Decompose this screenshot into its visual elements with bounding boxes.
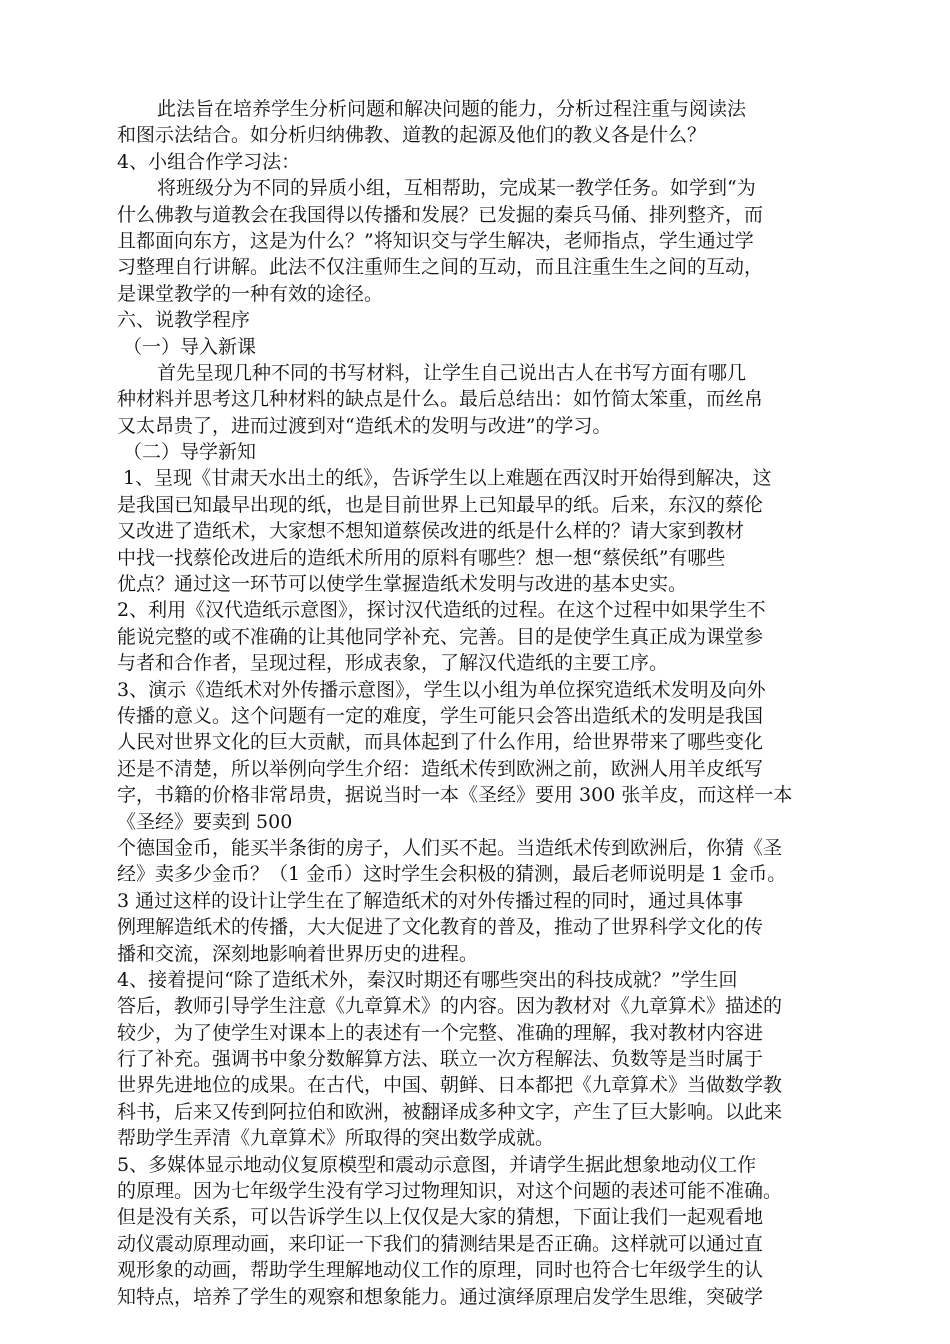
text-line: 什么佛教与道教会在我国得以传播和发展？已发掘的秦兵马俑、排列整齐，而	[117, 203, 764, 226]
text-line: 观形象的动画，帮助学生理解地动仪工作的原理，同时也符合七年级学生的认	[117, 1259, 764, 1282]
text-line: 个德国金币，能买半条街的房子，人们买不起。当造纸术传到欧洲后，你猜《圣	[117, 836, 783, 859]
text-line: 的原理。因为七年级学生没有学习过物理知识，对这个问题的表述可能不准确。	[117, 1180, 783, 1203]
text-line: 中找一找蔡伦改进后的造纸术所用的原料有哪些？想一想“蔡侯纸”有哪些	[117, 546, 726, 569]
text-line: 知特点，培养了学生的观察和想象能力。通过演绎原理启发学生思维，突破学	[117, 1285, 764, 1308]
text-line: 习整理自行讲解。此法不仅注重师生之间的互动，而且注重生生之间的互动，	[117, 256, 764, 279]
text-line: （二）导学新知	[123, 441, 257, 464]
text-line: 还是不清楚，所以举例向学生介绍：造纸术传到欧洲之前，欧洲人用羊皮纸写	[117, 757, 764, 780]
text-line: 1、呈现《甘肃天水出土的纸》，告诉学生以上难题在西汉时开始得到解决，这	[123, 467, 772, 490]
text-line: 六、说教学程序	[117, 309, 251, 332]
text-line: 传播的意义。这个问题有一定的难度，学生可能只会答出造纸术的发明是我国	[117, 704, 764, 727]
text-line: 和图示法结合。如分析归纳佛教、道教的起源及他们的教义各是什么？	[117, 124, 707, 147]
text-line: 科书，后来又传到阿拉伯和欧洲，被翻译成多种文字，产生了巨大影响。以此来	[117, 1100, 783, 1123]
text-line: 例理解造纸术的传播，大大促进了文化教育的普及，推动了世界科学文化的传	[117, 916, 764, 939]
text-line: 3、演示《造纸术对外传播示意图》，学生以小组为单位探究造纸术发明及向外	[117, 678, 766, 701]
text-line: 且都面向东方，这是为什么？”将知识交与学生解决，老师指点，学生通过学	[117, 229, 754, 252]
text-line: 4、小组合作学习法：	[117, 150, 301, 173]
text-line: 能说完整的或不准确的让其他同学补充、完善。目的是使学生真正成为课堂参	[117, 625, 764, 648]
text-line: 又改进了造纸术，大家想不想知道蔡侯改进的纸是什么样的？请大家到教材	[117, 520, 745, 543]
text-line: 《圣经》要卖到 500	[117, 810, 293, 833]
text-line: 动仪震动原理动画，来印证一下我们的猜测结果是否正确。这样就可以通过直	[117, 1232, 764, 1255]
text-line: 将班级分为不同的异质小组，互相帮助，完成某一教学任务。如学到“为	[157, 177, 756, 200]
text-line: 较少，为了使学生对课本上的表述有一个完整、准确的理解，我对教材内容进	[117, 1021, 764, 1044]
text-line: 播和交流，深刻地影响着世界历史的进程。	[117, 942, 479, 965]
text-line: 5、多媒体显示地动仪复原模型和震动示意图，并请学生据此想象地动仪工作	[117, 1153, 757, 1176]
text-line: 人民对世界文化的巨大贡献，而具体起到了什么作用，给世界带来了哪些变化	[117, 731, 764, 754]
text-line: 此法旨在培养学生分析问题和解决问题的能力，分析过程注重与阅读法	[157, 98, 747, 120]
text-line: 优点？通过这一环节可以使学生掌握造纸术发明与改进的基本史实。	[117, 573, 688, 596]
text-line: 4、接着提问“除了造纸术外，秦汉时期还有哪些突出的科技成就？”学生回	[117, 968, 738, 991]
text-line: 种材料并思考这几种材料的缺点是什么。最后总结出：如竹简太笨重，而丝帛	[117, 388, 764, 411]
text-line: 首先呈现几种不同的书写材料，让学生自己说出古人在书写方面有哪几	[157, 361, 747, 384]
text-line: 世界先进地位的成果。在古代，中国、朝鲜、日本都把《九章算术》当做数学教	[117, 1074, 783, 1097]
text-line: 行了补充。强调书中象分数解算方法、联立一次方程解法、负数等是当时属于	[117, 1048, 764, 1071]
text-line: 帮助学生弄清《九章算术》所取得的突出数学成就。	[117, 1127, 555, 1150]
text-line: 2、利用《汉代造纸示意图》，探讨汉代造纸的过程。在这个过程中如果学生不	[117, 599, 766, 622]
text-line: 与者和合作者，呈现过程，形成表象，了解汉代造纸的主要工序。	[117, 652, 669, 675]
text-line: 字，书籍的价格非常昂贵，据说当时一本《圣经》要用 300 张羊皮，而这样一本	[117, 784, 793, 807]
text-line: 答后，教师引导学生注意《九章算术》的内容。因为教材对《九章算术》描述的	[117, 995, 783, 1018]
text-line: 是课堂教学的一种有效的途径。	[117, 282, 384, 305]
document-body	[117, 96, 867, 1310]
text-line: 经》卖多少金币？（1 金币）这时学生会积极的猜测，最后老师说明是 1 金币。	[117, 863, 787, 886]
text-line: 3 通过这样的设计让学生在了解造纸术的对外传播过程的同时，通过具体事	[117, 889, 744, 912]
text-line: 又太昂贵了，进而过渡到对“造纸术的发明与改进”的学习。	[117, 414, 612, 437]
text-line: 但是没有关系，可以告诉学生以上仅仅是大家的猜想，下面让我们一起观看地	[117, 1206, 764, 1229]
text-line: （一）导入新课	[123, 335, 257, 358]
text-line: 是我国已知最早出现的纸，也是目前世界上已知最早的纸。后来，东汉的蔡伦	[117, 493, 764, 516]
